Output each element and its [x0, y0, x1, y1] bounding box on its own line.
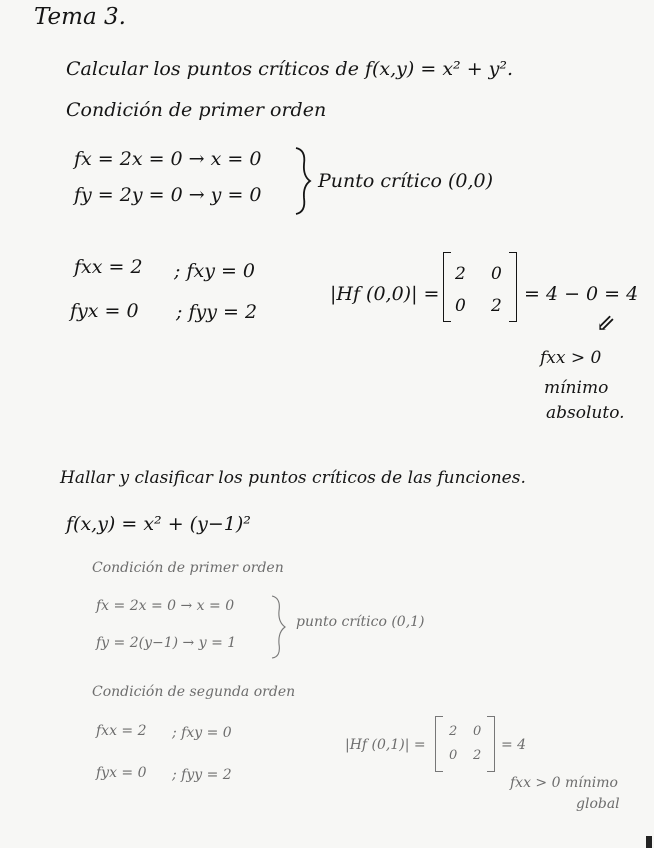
section1-critical-point: Punto crítico (0,0): [318, 170, 494, 192]
section2-first-order-heading: Condición de primer orden: [92, 560, 284, 576]
matrix-bracket-right: [509, 252, 517, 322]
matrix-cell: 0: [473, 724, 482, 739]
matrix-bracket-right: [487, 716, 495, 772]
section1-fyy: ; fyy = 2: [176, 301, 258, 323]
section2-fyx: fyx = 0: [96, 765, 147, 781]
section1-eq-fx: fx = 2x = 0 → x = 0: [74, 148, 262, 170]
section2-hessian-label: |Hf (0,1)| =: [345, 737, 426, 753]
section1-first-order-heading: Condición de primer orden: [66, 99, 327, 121]
section1-fyx: fyx = 0: [70, 300, 139, 322]
section2-hessian-result: = 4: [501, 737, 527, 753]
section1-hessian-label: |Hf (0,0)| =: [330, 283, 440, 305]
section2-function: f(x,y) = x² + (y−1)²: [66, 513, 251, 535]
section2-eq-fx: fx = 2x = 0 → x = 0: [96, 598, 235, 614]
section2-brace: [268, 594, 288, 660]
section2-second-order-heading: Condición de segunda orden: [92, 684, 296, 700]
matrix-cell: 0: [449, 748, 458, 763]
section2-fxy: ; fxy = 0: [172, 725, 232, 741]
matrix-bracket-left: [443, 252, 451, 322]
matrix-cell: 2: [449, 724, 458, 739]
matrix-cell: 2: [491, 296, 502, 316]
section1-hessian-result: = 4 − 0 = 4: [524, 283, 639, 305]
arrow-icon: ⇙: [596, 311, 616, 337]
section2-fxx: fxx = 2: [96, 723, 147, 739]
section1-conclusion-line2: mínimo: [544, 378, 609, 398]
matrix-bracket-left: [435, 716, 443, 772]
section1-brace: [292, 146, 314, 216]
section1-fxx: fxx = 2: [74, 256, 143, 278]
matrix-cell: 2: [473, 748, 482, 763]
section2-statement: Hallar y clasificar los puntos críticos de las funciones.: [60, 468, 526, 488]
section2-conclusion-line1: fxx > 0 mínimo: [510, 775, 618, 791]
matrix-cell: 2: [455, 264, 466, 284]
page-corner-mark: [646, 836, 652, 848]
section2-hessian-matrix: [435, 716, 495, 772]
matrix-cell: 0: [491, 264, 502, 284]
section1-eq-fy: fy = 2y = 0 → y = 0: [74, 184, 262, 206]
section2-fyy: ; fyy = 2: [172, 767, 232, 783]
section1-hessian-matrix: [443, 252, 517, 322]
section2-eq-fy: fy = 2(y−1) → y = 1: [96, 635, 237, 651]
section2-critical-point: punto crítico (0,1): [296, 614, 425, 630]
section1-conclusion-line1: fxx > 0: [540, 348, 602, 368]
section1-statement: Calcular los puntos críticos de f(x,y) = x² + y².: [66, 58, 514, 80]
section2-conclusion-line2: global: [576, 796, 620, 812]
matrix-cell: 0: [455, 296, 466, 316]
section1-fxy: ; fxy = 0: [174, 260, 256, 282]
page-title: Tema 3.: [34, 4, 126, 30]
section1-conclusion-line3: absoluto.: [546, 403, 625, 423]
